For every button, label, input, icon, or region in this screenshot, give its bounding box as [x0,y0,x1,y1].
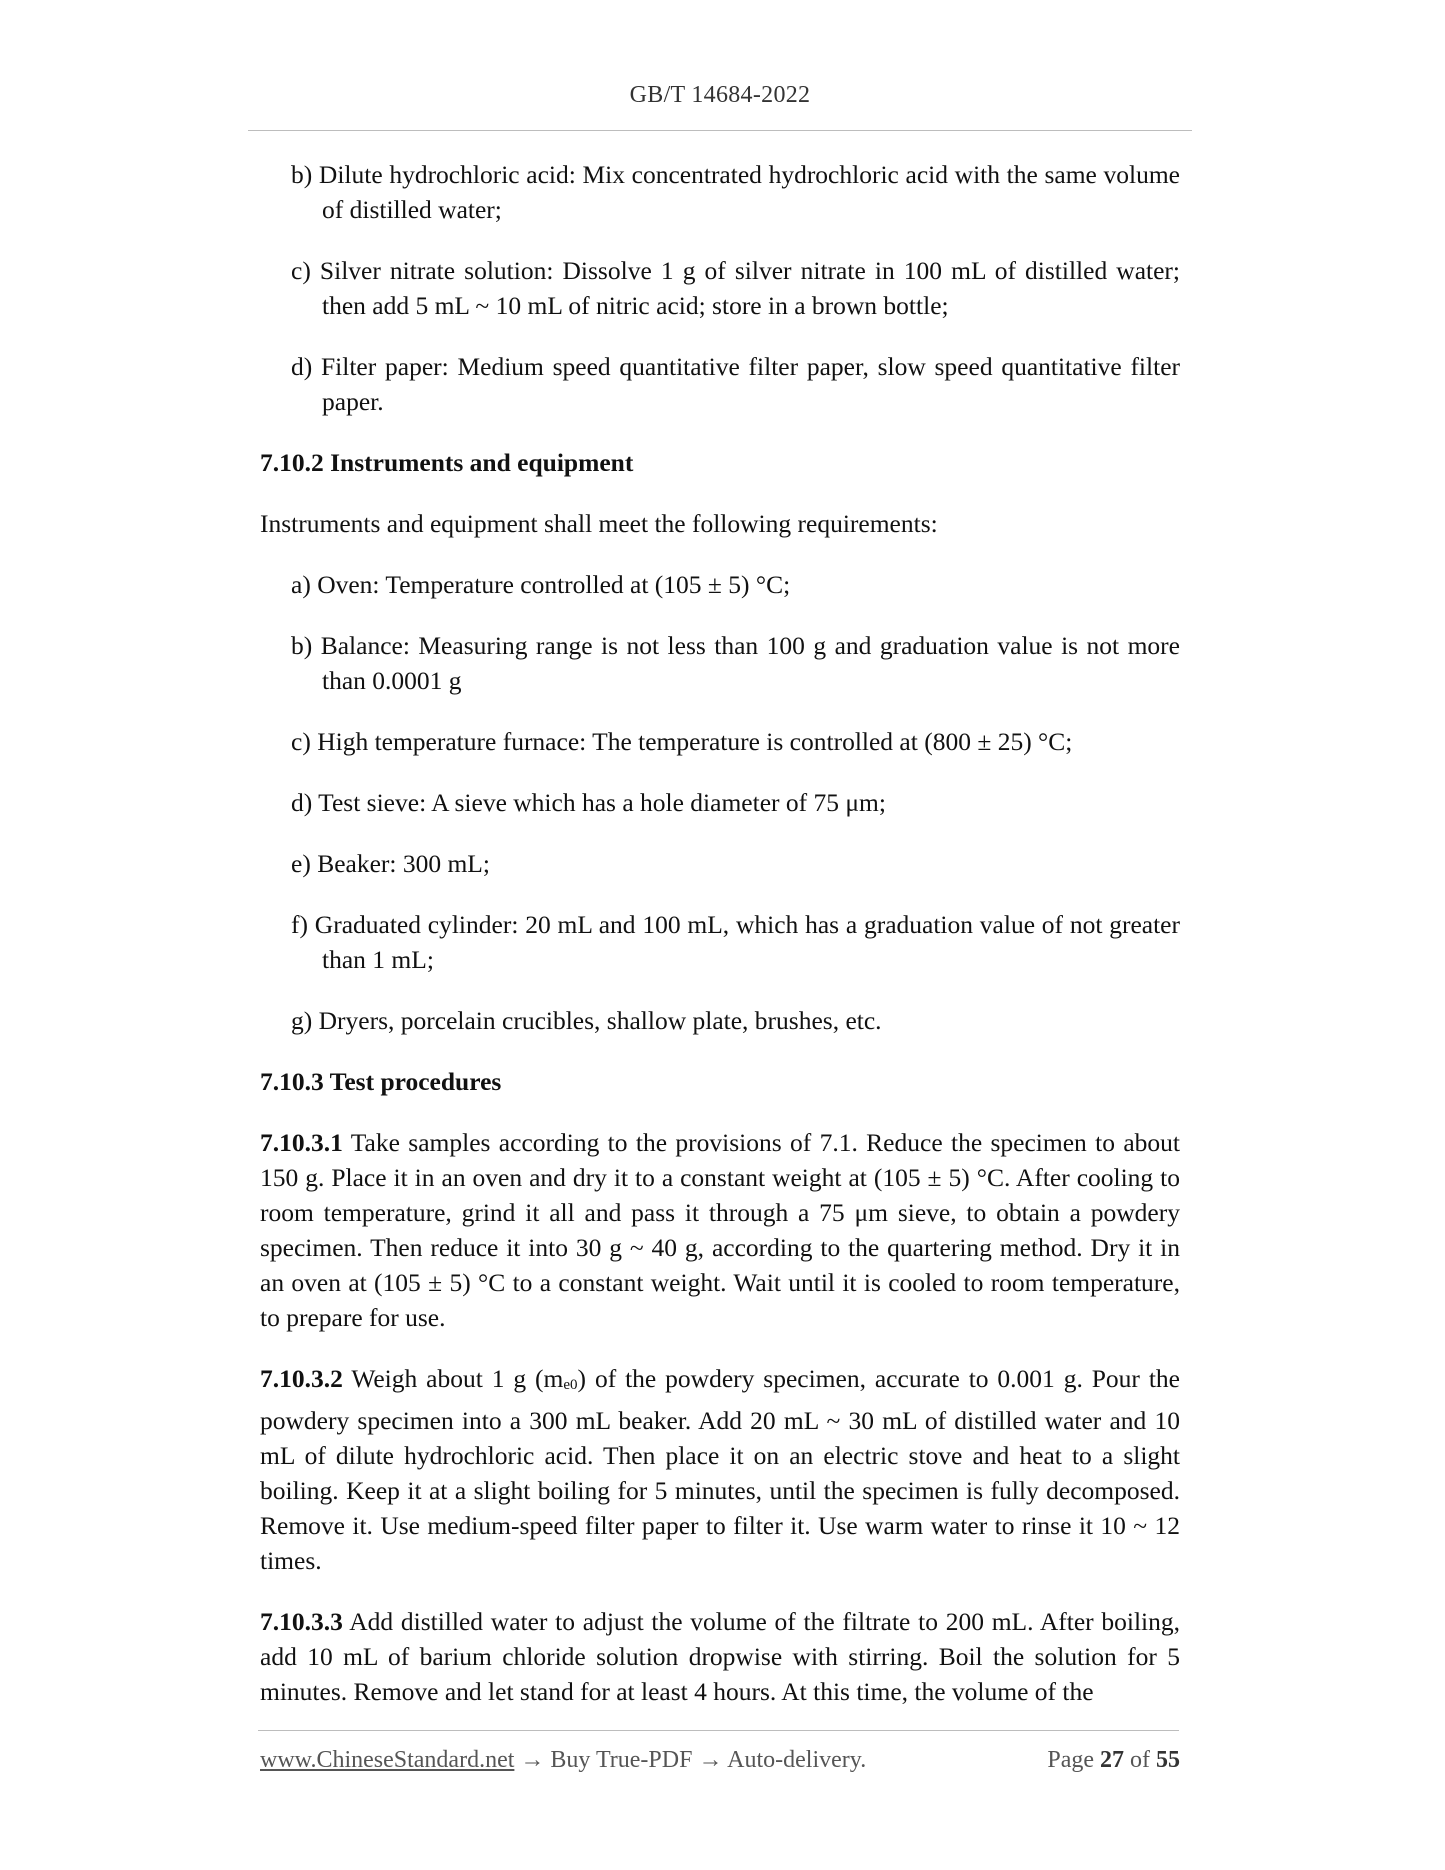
page-number [1047,1747,1180,1774]
item-label: a) [291,570,311,599]
clause-7-10-3-1 [260,1125,1180,1335]
item-label: c) [291,256,311,285]
page-label: Page [1047,1747,1094,1773]
equipment-item-a [260,567,1180,602]
item-label: e) [291,849,311,878]
section-heading-7-10-2: 7.10.2 Instruments and equipment [260,448,634,477]
clause-text: Take samples according to the provisions of 7.1. Reduce the specimen to about 150 g. Place it in an oven and dry it to a constant weight at (105 ± 5) °C. After cooling to room temperature, grind it all and pass it through a 75 μm sieve, to obtain a powdery specimen. Then reduce it into 30 g ~ 40 g, according to the quartering method. Dry it in an oven at (105 ± 5) °C to a constant weight. Wait until it is cooled to room temperature, to prepare for use. [260,1128,1180,1332]
item-label: d) [291,788,313,817]
item-label: b) [291,160,313,189]
equipment-item-e [260,846,1180,881]
item-text: Silver nitrate solution: Dissolve 1 g of silver nitrate in 100 mL of distilled water; then add 5 mL ~ 10 mL of nitric acid; store in a brown bottle; [319,256,1181,320]
mass-subscript: e0 [563,1377,578,1393]
footer-divider [258,1730,1179,1731]
arrow-icon: → [520,1747,545,1773]
equipment-item-f [260,907,1180,977]
footer-promo [260,1747,866,1774]
page-footer [260,1747,1180,1781]
website-link[interactable]: www.ChineseStandard.net [260,1747,515,1773]
of-label: of [1130,1747,1150,1773]
clause-number: 7.10.3.1 [260,1128,343,1157]
buy-text: Buy True-PDF [550,1747,693,1773]
item-text: Balance: Measuring range is not less than 100 g and graduation value is not more than 0.0001 g [320,631,1180,695]
item-label: d) [291,352,313,381]
item-text: Oven: Temperature controlled at (105 ± 5) °C; [317,570,791,599]
page-content [260,157,1180,1735]
item-text: Beaker: 300 mL; [317,849,490,878]
document-header: GB/T 14684-2022 [629,82,811,108]
clause-number: 7.10.3.2 [260,1364,343,1393]
item-text: Dryers, porcelain crucibles, shallow plate, brushes, etc. [318,1006,882,1035]
clause-7-10-3-2 [260,1361,1180,1578]
item-text: Dilute hydrochloric acid: Mix concentrated hydrochloric acid with the same volume of distilled water; [318,160,1180,224]
item-text: Filter paper: Medium speed quantitative filter paper, slow speed quantitative filter paper. [321,352,1180,416]
item-label: f) [291,910,308,939]
item-text: High temperature furnace: The temperature is controlled at (800 ± 25) °C; [317,727,1073,756]
reagent-item-b [260,157,1180,227]
item-label: c) [291,727,311,756]
item-label: g) [291,1006,313,1035]
section-intro: Instruments and equipment shall meet the following requirements: [260,509,938,538]
item-text: Graduated cylinder: 20 mL and 100 mL, which has a graduation value of not greater than 1 mL; [314,910,1180,974]
header-divider [248,130,1192,131]
reagent-item-c [260,253,1180,323]
arrow-icon: → [698,1747,723,1773]
clause-number: 7.10.3.3 [260,1607,343,1636]
equipment-item-b [260,628,1180,698]
equipment-item-g [260,1003,1180,1038]
total-pages: 55 [1156,1747,1180,1773]
clause-text-post: ) of the powdery specimen, accurate to 0.001 g. Pour the powdery specimen into a 300 mL beaker. Add 20 mL ~ 30 mL of distilled water and 10 mL of dilute hydrochloric acid. Then place it on an electric stove and heat to a slight boiling. Keep it at a slight boiling for 5 minutes, until the specimen is fully decomposed. Remove it. Use medium-speed filter paper to filter it. Use warm water to rinse it 10 ~ 12 times. [260,1364,1180,1575]
equipment-item-c [260,724,1180,759]
section-heading-7-10-3: 7.10.3 Test procedures [260,1067,502,1096]
reagent-item-d [260,349,1180,419]
clause-text-pre: Weigh about 1 g (m [351,1364,564,1393]
clause-7-10-3-3 [260,1604,1180,1709]
item-label: b) [291,631,313,660]
current-page: 27 [1100,1747,1124,1773]
equipment-item-d [260,785,1180,820]
item-text: Test sieve: A sieve which has a hole diameter of 75 μm; [318,788,886,817]
delivery-text: Auto-delivery. [727,1747,867,1773]
clause-text: Add distilled water to adjust the volume of the filtrate to 200 mL. After boiling, add 10 mL of barium chloride solution dropwise with stirring. Boil the solution for 5 minutes. Remove and let stand for at least 4 hours. At this time, the volume of the [260,1607,1181,1706]
